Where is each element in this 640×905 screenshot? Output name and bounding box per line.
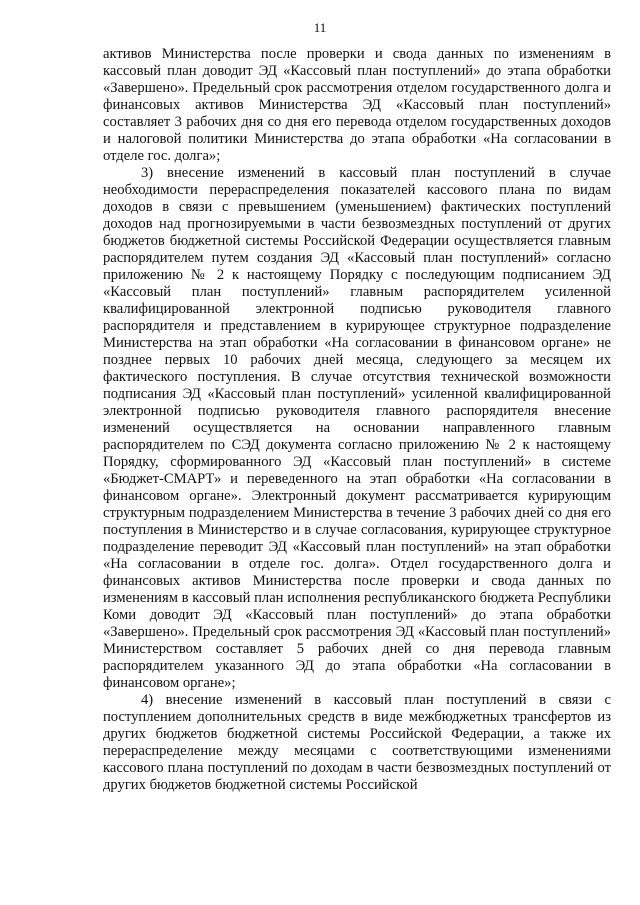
paragraph-item-4: 4) внесение изменений в кассовый план поступлений в связи с поступлением дополнительных средств в виде межбюджетных трансфертов из других бюджетов бюджетной системы Российской Федерации, а также их перераспределение между месяцами с соответствующими изменениями кассового плана поступлений по доходам в части безвозмездных поступлений от других бюджетов бюджетной системы Российской (103, 692, 611, 793)
page-number: 11 (313, 20, 327, 35)
document-body (103, 46, 611, 794)
paragraph-continuation: активов Министерства после проверки и свода данных по изменениям в кассовый план доводит ЭД «Кассовый план поступлений» до этапа обработки «Завершено». Предельный срок рассмотрения отделом государственного долга и финансовых активов Министерства ЭД «Кассовый план поступлений» составляет 3 рабочих дня со дня его перевода отделом государственных доходов и налоговой политики Министерства до этапа обработки «На согласовании в отделе гос. долга»; (103, 46, 611, 164)
paragraph-item-3: 3) внесение изменений в кассовый план поступлений в случае необходимости перераспределения показателей кассового плана по видам доходов в связи с превышением (уменьшением) фактических поступлений доходов над прогнозируемыми в части безвозмездных поступлений от других бюджетов бюджетной системы Российской Федерации осуществляется главным распорядителем путем создания ЭД «Кассовый план поступлений» согласно приложению № 2 к настоящему Порядку с последующим подписанием ЭД «Кассовый план поступлений» главным распорядителем усиленной квалифицированной электронной подписью руководителя главного распорядителя и представлением в курирующее структурное подразделение Министерства на этап обработки «На согласовании в финансовом органе» не позднее первых 10 рабочих дней месяца, следующего за месяцем их фактического поступления. В случае отсутствия технической возможности подписания ЭД «Кассовый план поступлений» усиленной квалифицированной электронной подписью руководителя главного распорядителя внесение изменений осуществляется на основании направленного главным распорядителем по СЭД документа согласно приложению № 2 к настоящему Порядку, сформированного ЭД «Кассовый план поступлений» в системе «Бюджет-СМАРТ» и переведенного на этап обработки «На согласовании в финансовом органе». Электронный документ рассматривается курирующим структурным подразделением Министерства в течение 3 рабочих дней со дня его поступления в Министерство и в случае согласования, курирующее структурное подразделение переводит ЭД «Кассовый план поступлений» на этап обработки «На согласовании в отделе гос. долга». Отдел государственного долга и финансовых активов Министерства после проверки и свода данных по изменениям в кассовый план исполнения республиканского бюджета Республики Коми доводит ЭД «Кассовый план поступлений» до этапа обработки «Завершено». Предельный срок рассмотрения ЭД «Кассовый план поступлений» Министерством составляет 5 рабочих дней со дня перевода главным распорядителем указанного ЭД до этапа обработки «На согласовании в финансовом органе»; (103, 165, 611, 691)
